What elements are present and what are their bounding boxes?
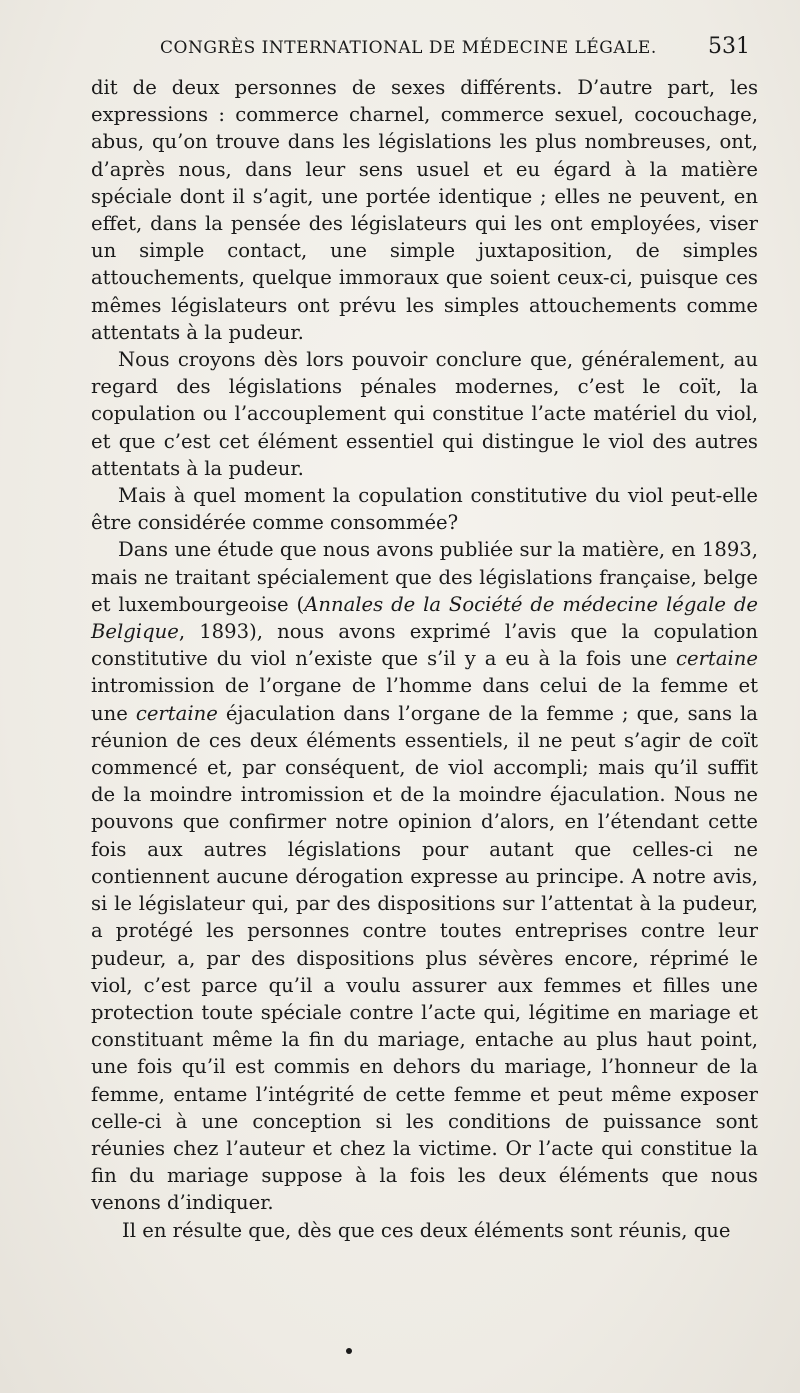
- paragraph-2-text: Nous croyons dès lors pouvoir conclure que, généralement, au regard des législations pénales modernes, c’est le coït, la copulation ou l’accouplement qui constitue l’acte matériel du viol, et que c’est cet élément essentiel qui distingue le viol des autres attentats à la pudeur.: [91, 348, 758, 480]
- page-number: 531: [708, 34, 750, 59]
- emphasis-certaine-2: certaine: [135, 701, 218, 725]
- emphasis-certaine-1: certaine: [676, 647, 758, 671]
- paragraph-4-text-a: Dans une étude que nous avons publiée sur la matière, en 1893, mais ne traitant spécialement que des législations française, belge et luxembourgeoise (: [91, 538, 758, 616]
- paragraph-4: [91, 536, 758, 1216]
- paragraph-4-text-b: , 1893), nous avons exprimé l’avis que la copulation constitutive du viol n’existe que s’il y a eu à la fois une: [91, 620, 758, 671]
- paragraph-2: [91, 346, 758, 482]
- paragraph-3-text: Mais à quel moment la copulation constitutive du viol peut-elle être considérée comme consommée?: [91, 484, 758, 535]
- paragraph-1-text: dit de deux personnes de sexes différents. D’autre part, les expressions : commerce charnel, commerce sexuel, cocouchage, abus, qu’on trouve dans les législations les plus nombreuses, ont, d’après nous, dans leur sens usuel et eu égard à la matière spéciale dont il s’agit, une portée identique ; elles ne peuvent, en effet, dans la pensée des législateurs qui les ont employées, viser un simple contact, une simple juxtaposition, de simples attouchements, quelque immoraux que soient ceux-ci, puisque ces mêmes législateurs ont prévu les simples attouchements comme attentats à la pudeur.: [91, 76, 758, 344]
- paragraph-5-text: Il en résulte que, dès que ces deux éléments sont réunis, que: [122, 1218, 731, 1242]
- paragraph-3: [91, 482, 758, 536]
- body-text: [91, 74, 758, 1244]
- running-header: [0, 34, 800, 64]
- running-title: CONGRÈS INTERNATIONAL DE MÉDECINE LÉGALE.: [160, 38, 657, 58]
- paragraph-4-text-c: intromission de l’organe de l’homme dans celui de la femme et une: [91, 674, 758, 725]
- journal-title: Annales de la Société de médecine légale de Belgique: [91, 592, 758, 644]
- print-speck: [346, 1348, 352, 1354]
- paragraph-4-text-d: éjaculation dans l’organe de la femme ; que, sans la réunion de ces deux éléments essentiels, il ne peut s’agir de coït commencé et, par conséquent, de viol accompli; mais qu’il suffit de la moindre intromission et de la moindre éjaculation. Nous ne pouvons que confirmer notre opinion d’alors, en l’étendant cette fois aux autres législations pour autant que celles-ci ne contiennent aucune dérogation expresse au principe. A notre avis, si le législateur qui, par des dispositions sur l’attentat à la pudeur, a protégé les personnes contre toutes entreprises contre leur pudeur, a, par des dispositions plus sévères encore, réprimé le viol, c’est parce qu’il a voulu assurer aux femmes et filles une protection toute spéciale contre l’acte qui, légitime en mariage et constituant même la fin du mariage, entache au plus haut point, une fois qu’il est commis en dehors du mariage, l’honneur de la femme, entame l’intégrité de cette femme et peut même exposer celle-ci à une conception si les conditions de puissance sont réunies chez l’auteur et chez la victime. Or l’acte qui constitue la fin du mariage suppose à la fois les deux éléments que nous venons d’indiquer.: [91, 701, 758, 1215]
- paragraph-5: [91, 1217, 758, 1244]
- paragraph-1: [91, 74, 758, 346]
